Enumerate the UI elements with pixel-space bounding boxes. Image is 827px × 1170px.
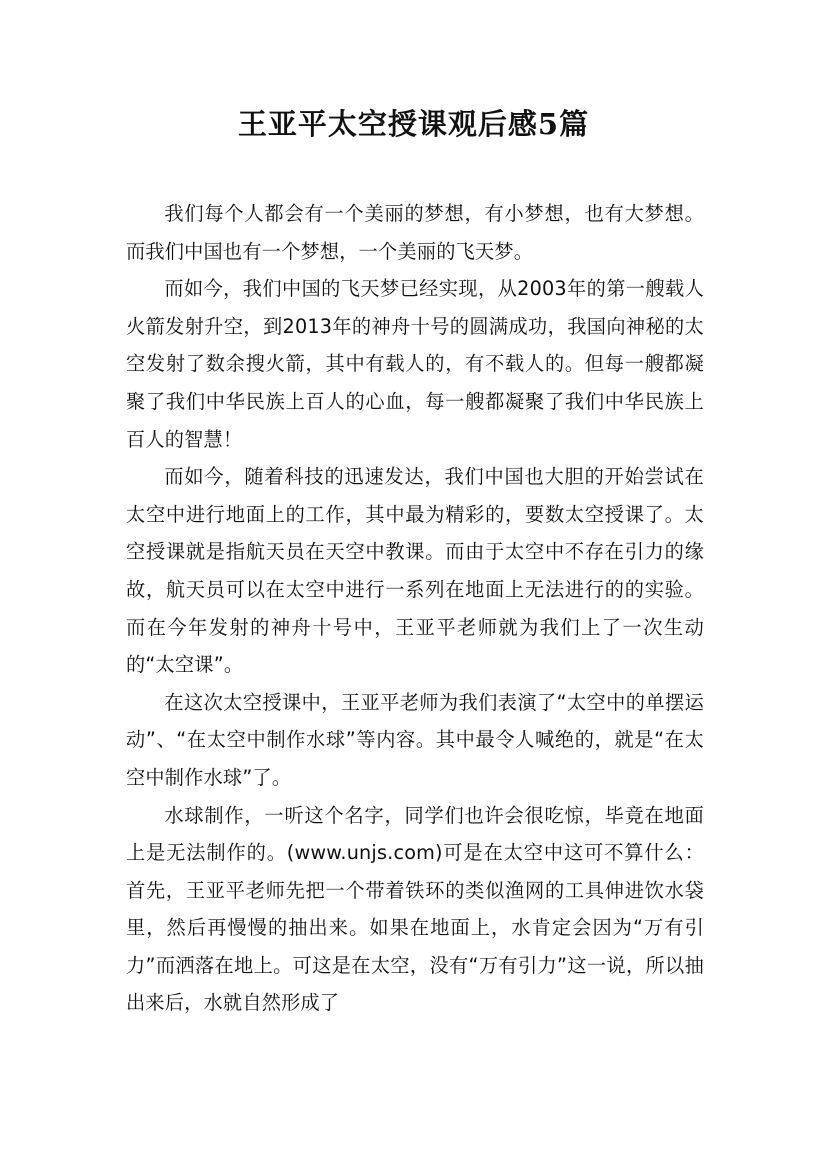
document-body	[126, 195, 704, 1022]
paragraph: 我们每个人都会有一个美丽的梦想，有小梦想，也有大梦想。而我们中国也有一个梦想，一个美丽的飞天梦。	[126, 202, 704, 263]
document-title: 王亚平太空授课观后感5篇	[237, 107, 590, 141]
paragraph: 在这次太空授课中，王亚平老师为我们表演了“太空中的单摆运动”、“在太空中制作水球”等内容。其中最令人喊绝的，就是“在太空中制作水球”了。	[126, 690, 704, 789]
paragraph: 而如今，随着科技的迅速发达，我们中国也大胆的开始尝试在太空中进行地面上的工作，其中最为精彩的，要数太空授课了。太空授课就是指航天员在天空中教课。而由于太空中不存在引力的缘故，航天员可以在太空中进行一系列在地面上无法进行的的实验。而在今年发射的神舟十号中，王亚平老师就为我们上了一次生动的“太空课”。	[126, 465, 704, 677]
paragraph: 水球制作，一听这个名字，同学们也许会很吃惊，毕竟在地面上是无法制作的。(www.unjs.com)可是在太空中这可不算什么：首先，王亚平老师先把一个带着铁环的类似渔网的工具伸进饮水袋里，然后再慢慢的抽出来。如果在地面上，水肯定会因为“万有引力”而洒落在地上。可这是在太空，没有“万有引力”这一说，所以抽出来后，水就自然形成了	[126, 803, 704, 1015]
paragraph: 而如今，我们中国的飞天梦已经实现，从2003年的第一艘载人火箭发射升空，到2013年的神舟十号的圆满成功，我国向神秘的太空发射了数余搜火箭，其中有载人的，有不载人的。但每一艘都凝聚了我们中华民族上百人的心血，每一艘都凝聚了我们中华民族上百人的智慧！	[126, 277, 704, 451]
